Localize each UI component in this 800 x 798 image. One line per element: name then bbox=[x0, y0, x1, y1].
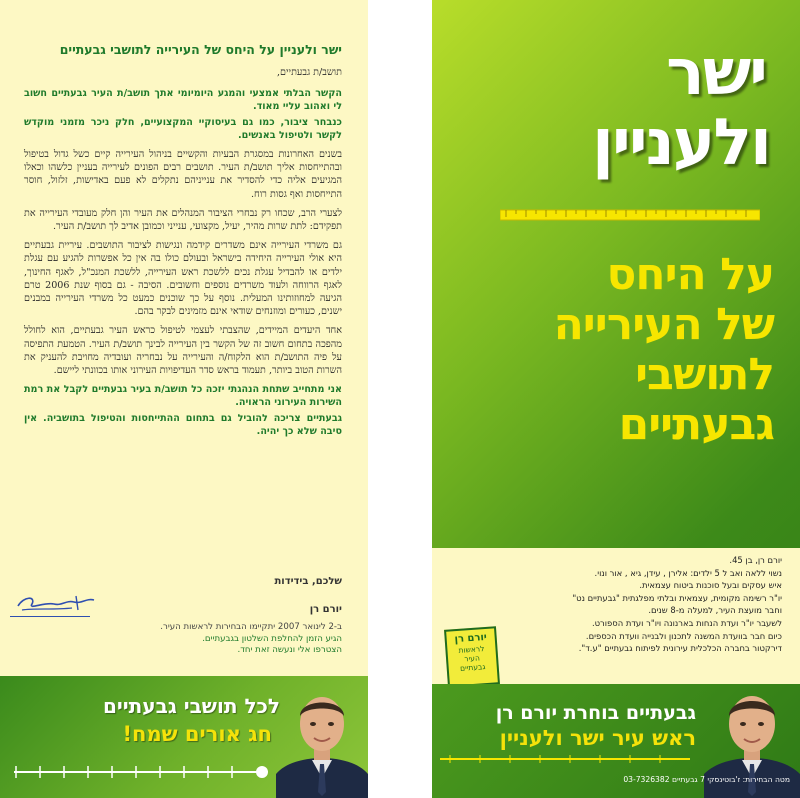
letter-paragraph-2: לצערי הרב, שכחו רק נבחרי הציבור המנהלים את העיר והן חלק מעובדי העירייה את תפקידם: לתת שרות מהיר, יעיל, מקצועי, ענייני וכמובן אדיב לך תושב/ת העיר. bbox=[24, 207, 342, 233]
letter-closing-1: אני מתחייב שתחת הנהגתי יזכה כל תושב/ת בעיר גבעתיים לקבל את רמת השירות העירוני הראויה. bbox=[24, 384, 342, 409]
letter-intro-1: הקשר הבלתי אמצעי והמגע היומיומי אתך תושב/ת העיר גבעתיים חשוב לי ואהוב עליי מאוד. bbox=[24, 88, 342, 113]
letter-heading: ישר ולעניין על היחס של העירייה לתושבי גבעתיים bbox=[59, 42, 342, 57]
signature-image bbox=[14, 592, 104, 616]
bio-line: כיום חבר בוועדת המשנה לתכנון ולבנייה וועדת הכספים. bbox=[585, 630, 782, 641]
letter-closing-2: גבעתיים צריכה להוביל גם בתחום ההתייחסות והטיפול בתושביה. אין סיבה שלא כך יהיה. bbox=[24, 412, 342, 437]
candidate-bio-list bbox=[462, 554, 782, 655]
footnote-change: הגיע הזמן להחלפת השלטון בגבעתיים. bbox=[202, 633, 342, 644]
headline-line-4: גבעתיים bbox=[618, 399, 774, 450]
letter-panel bbox=[0, 0, 368, 798]
signature-underline bbox=[10, 616, 90, 617]
letter-footnote bbox=[142, 622, 342, 657]
letter-paragraph-3: גם משרדי העירייה אינם משדרים קידמה ונגישות לציבור התושבים. עיריית גבעתיים היא אולי העירייה היחידה בישראל ובעולם כולו בה אין כל אפשרות להגיע עם עגלת ילדים או להבדיל עגלת נכים ללשכת ראש העירייה, ללשכת המנכ"ל, לאגף החינוך, לאגף הרווחה ולעוד משרדים נוספים וחשובים. הסיבה - גם בסוף שנת 2006 טרם הגיעה למחוזותינו המעלית. נוסף על כך שוכנים כמעט כל משרדי העירייה במבנים ישנים, כעורים ומוזנחים שודאי אינם מזמינים לבקר בהם. bbox=[24, 240, 342, 318]
headline-line-2: של העירייה bbox=[553, 299, 774, 350]
holiday-banner-greeting: חג אורים שמח! bbox=[122, 722, 272, 746]
bio-line: נשוי ללאה ואב ל 5 ילדים: אלירן , עידן, גיא , אור ונוי. bbox=[594, 567, 782, 578]
slogan-to-the-point: ולעניין bbox=[592, 106, 770, 180]
ruler-graphic bbox=[14, 758, 274, 784]
letter-paragraph-1: בשנים האחרונות במסגרת הבעיות והקשיים בניהול העירייה קיים כשל גדול בטיפול ובהתייחסות אליך תושב/ת העיר. תושבים רבים הפונים לעירייה בעניין כלשהו וכאלו המגיעים אליה כדי להסדיר את ענייניהם נתקלים לא פעם באדישות, זלזול, חוסר התייחסות ואף גסות רוח. bbox=[24, 149, 342, 200]
bio-line: דירקטור בחברה הכלכלית עירונית לפיתוח גבעתיים "ע.ד". bbox=[578, 643, 782, 654]
slogan-straight: ישר bbox=[666, 36, 766, 110]
signer-name: יורם רן bbox=[309, 604, 342, 615]
campaign-cta-mayor: ראש עיר ישר ולעניין bbox=[499, 726, 696, 750]
letter-body bbox=[24, 66, 342, 444]
stamp-line-3: גבעתיים bbox=[459, 662, 486, 673]
bio-line: וחבר מועצת העיר, למעלה מ-8 שנים. bbox=[648, 605, 782, 616]
bio-line: יורם רן, בן 45. bbox=[729, 555, 782, 565]
letter-paragraph-4: אחד היעדים המיידים, שהצבתי לעצמי לטיפול כראש העיר גבעתיים, הוא לחולל מהפכה בתחום חשוב זה של הקשר בין העירייה לבינך תושב/ת העיר. הטמעת התפיסה על פיה התושב/ת הוא הלקוח/ה והעירייה על נבחריה ועובדיה מחויבת להעניק את השרות הטוב ביותר, תעמוד בראש סדר העדיפויות העירוני אותו בכוונתי ליישם. bbox=[24, 325, 342, 377]
stamp-name: יורם רן bbox=[454, 631, 488, 646]
headline-line-1: על היחס bbox=[606, 249, 774, 300]
ruler-graphic-top bbox=[500, 208, 760, 222]
campaign-banner bbox=[432, 684, 800, 798]
candidate-portrait bbox=[276, 682, 368, 798]
campaign-cta-chooses: גבעתיים בוחרת יורם רן bbox=[495, 702, 696, 724]
bio-line: לשעבר יו"ר ועדת הנחות בארנונה ויו"ר ועדת הספורט. bbox=[591, 617, 782, 628]
fold-gap bbox=[368, 0, 432, 798]
headline-line-3: לתושבי bbox=[635, 349, 774, 400]
bio-line: יו"ר רשימה מקומית, עצמאית ובלתי מפלגתית "גבעתיים נט" bbox=[572, 592, 782, 603]
stamp-line-1: לראשות bbox=[458, 644, 485, 655]
headline bbox=[464, 250, 774, 450]
flyer-front-panel bbox=[432, 0, 800, 798]
letter-signoff: שלכם, בידידות bbox=[274, 576, 342, 587]
ruler-graphic-bottom bbox=[440, 754, 690, 764]
bio-line: איש עסקים ובעל סוכנות ביטוח עצמאית. bbox=[639, 580, 782, 591]
candidate-bio-box bbox=[432, 548, 800, 684]
holiday-banner bbox=[0, 676, 368, 798]
letter-intro-2: כנבחר ציבור, כמו גם בעיסוקיי המקצועיים, חלק ניכר מזמני מוקדש לקשר ולטיפול באנשים. bbox=[24, 116, 342, 141]
stamp-line-2: העיר bbox=[464, 653, 481, 664]
holiday-banner-title: לכל תושבי גבעתיים bbox=[102, 694, 280, 718]
letter-greeting: תושב/ת גבעתיים, bbox=[277, 67, 342, 78]
footnote-election-date: ב-2 לינואר 2007 יתקיימו הבחירות לראשות העיר. bbox=[160, 622, 342, 632]
campaign-stamp bbox=[444, 626, 500, 687]
campaign-contact: מטה הבחירות: ז'בוטינסקי 7 גבעתיים 03-7326382 bbox=[623, 775, 790, 784]
footnote-join: הצטרפו אלי ונעשה זאת יחד. bbox=[237, 645, 342, 656]
